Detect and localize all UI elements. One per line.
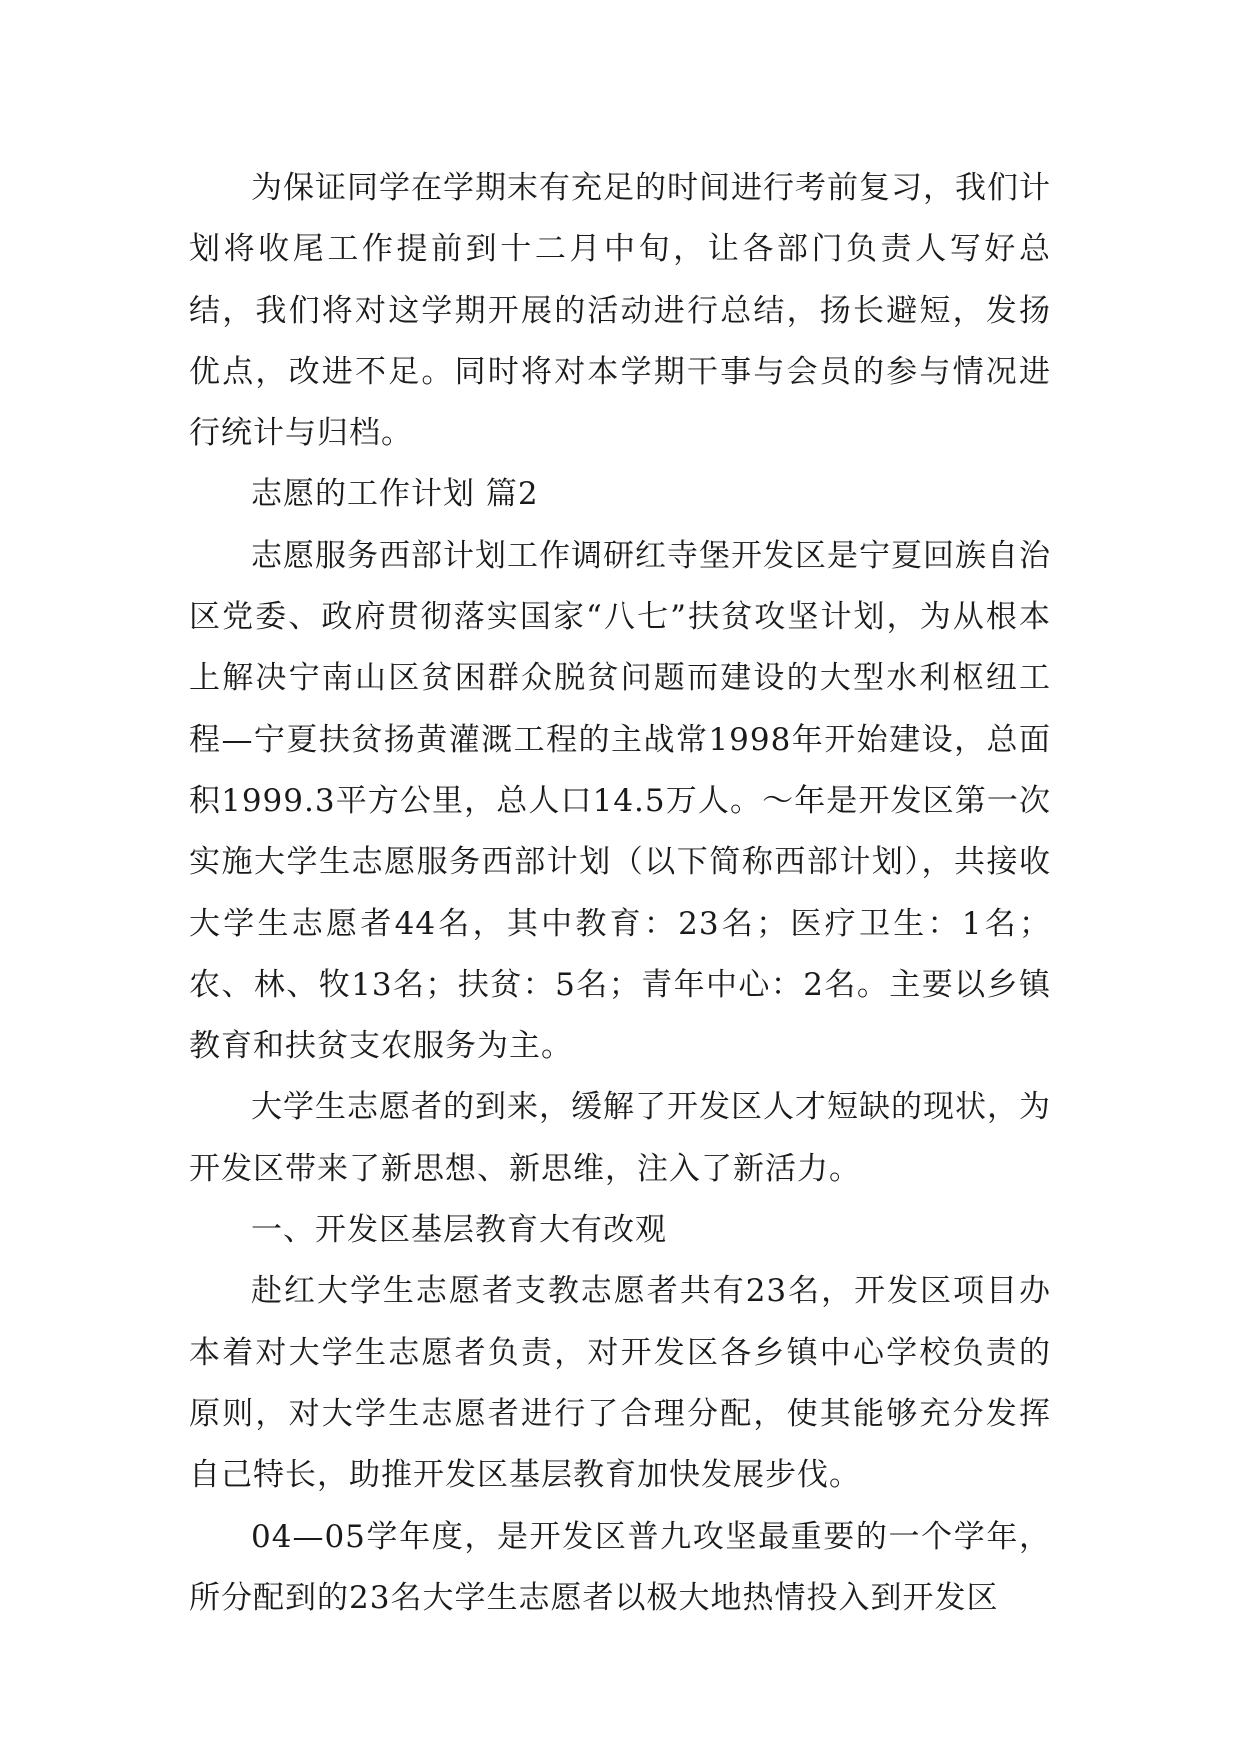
paragraph-3: 大学生志愿者的到来，缓解了开发区人才短缺的现状，为开发区带来了新思想、新思维，注入了新活力。 (189, 1089, 1051, 1187)
paragraph-4: 赴红大学生志愿者支教志愿者共有23名，开发区项目办本着对大学生志愿者负责，对开发区各乡镇中心学校负责的原则，对大学生志愿者进行了合理分配，使其能够充分发挥自己特长，助推开发区基层教育加快发展步伐。 (189, 1273, 1051, 1494)
section-heading-plan-2: 志愿的工作计划 篇2 (251, 476, 539, 513)
paragraph-2: 志愿服务西部计划工作调研红寺堡开发区是宁夏回族自治区党委、政府贯彻落实国家“八七”扶贫攻坚计划，为从根本上解决宁南山区贫困群众脱贫问题而建设的大型水利枢纽工程—宁夏扶贫扬黄灌溉工程的主战常1998年开始建设，总面积1999.3平方公里，总人口14.5万人。～年是开发区第一次实施大学生志愿服务西部计划（以下简称西部计划），共接收大学生志愿者44名，其中教育：23名；医疗卫生：1名；农、林、牧13名；扶贫：5名；青年中心：2名。主要以乡镇教育和扶贫支农服务为主。 (189, 537, 1051, 1065)
document-body (189, 158, 1051, 1629)
paragraph-5: 04—05学年度，是开发区普九攻坚最重要的一个学年，所分配到的23名大学生志愿者以极大地热情投入到开发区 (189, 1518, 1051, 1616)
paragraph-1: 为保证同学在学期末有充足的时间进行考前复习，我们计划将收尾工作提前到十二月中旬，让各部门负责人写好总结，我们将对这学期开展的活动进行总结，扬长避短，发扬优点，改进不足。同时将对本学期干事与会员的参与情况进行统计与归档。 (189, 170, 1051, 452)
section-heading-1: 一、开发区基层教育大有改观 (251, 1212, 667, 1249)
